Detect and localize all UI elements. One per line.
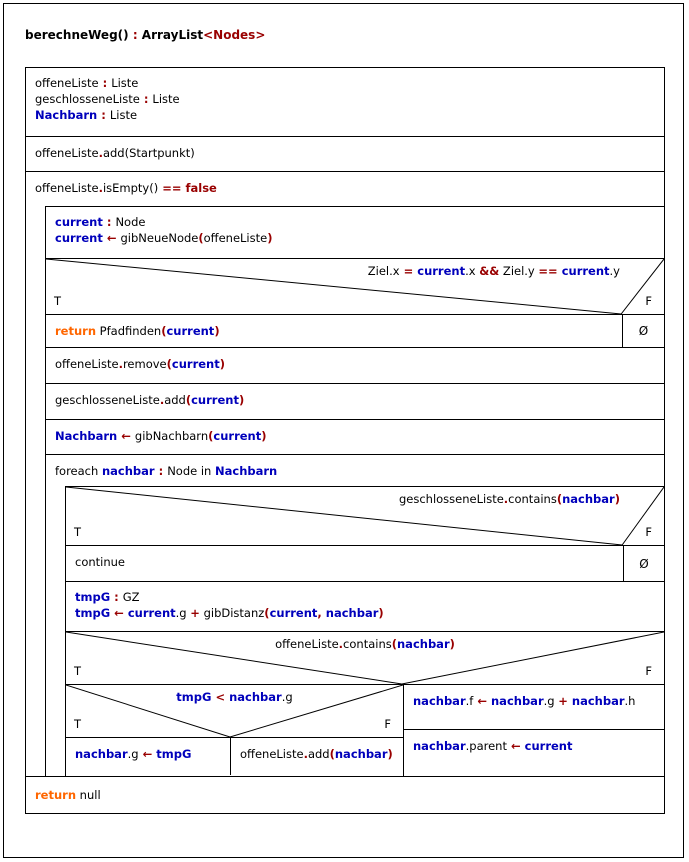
tmpg-less-false-label: F <box>384 717 391 731</box>
decl-3-type: Liste <box>109 108 138 122</box>
inner-cond-tmpg: tmpG <box>176 690 212 704</box>
block-current-declaration <box>46 207 664 259</box>
assign-arrow-icon: ← <box>110 606 128 620</box>
closed-add-method: add <box>164 393 186 407</box>
decl-1-name: offeneListe <box>35 76 99 90</box>
decision-tmpg-less-than <box>66 685 403 738</box>
open-contains-true-label: T <box>74 664 82 678</box>
nachbar-f-rhs-1: nachbar <box>491 694 544 708</box>
decl-3-name: Nachbarn <box>35 108 98 122</box>
cond-eq-1: = <box>399 264 418 278</box>
current-colon: : <box>102 215 116 229</box>
nachbar-f-rhs-2-field: .h <box>624 694 636 708</box>
neighbours-close-paren: ) <box>261 429 267 443</box>
cond-ziel-2: Ziel <box>499 264 525 278</box>
tmpg-gibdistanz-call: gibDistanz <box>199 606 265 620</box>
remove-object: offeneListe <box>55 357 119 371</box>
remove-open-paren: ( <box>166 357 172 371</box>
tmpg-name: tmpG <box>75 590 111 604</box>
block-declarations <box>26 68 664 137</box>
return-pfadfinden-statement <box>46 315 622 347</box>
statement-neighbours-assign <box>46 420 664 455</box>
decision-goal-branches <box>46 315 664 348</box>
tmpg-less-true-branch <box>66 738 230 775</box>
decision-closed-contains-branches <box>66 546 664 582</box>
open-contains-object: offeneListe <box>275 637 339 651</box>
tmpg-declaration-lines <box>66 582 664 631</box>
goal-false-branch-empty: Ø <box>622 315 664 347</box>
declaration-line-1 <box>35 75 664 91</box>
title-generic-parameter: <Nodes> <box>203 28 266 42</box>
page-title <box>25 28 265 42</box>
neighbours-open-paren: ( <box>208 429 214 443</box>
foreach-loop-body <box>65 486 664 776</box>
tmpg-close-paren: ) <box>378 606 384 620</box>
add-start-dot: . <box>98 146 103 160</box>
neighbours-lhs: Nachbarn <box>55 429 118 443</box>
foreach-keyword: foreach <box>55 464 102 478</box>
current-assign-arg: offeneListe <box>203 231 268 245</box>
open-add-object: offeneListe <box>240 747 304 761</box>
remove-dot: . <box>118 357 123 371</box>
nachbar-g-assign-statement <box>66 738 230 775</box>
foreach-loop-header <box>46 455 664 486</box>
return-keyword: return <box>35 788 77 802</box>
statement-remove-current <box>46 348 664 384</box>
open-contains-method: contains <box>343 637 392 651</box>
goal-true-branch <box>46 315 622 347</box>
current-assign-lhs: current <box>55 231 103 245</box>
tmpg-comma: , <box>317 606 326 620</box>
statement-closed-list-add <box>46 384 664 420</box>
nachbar-g-field: .g <box>127 747 139 761</box>
foreach-variable: nachbar <box>101 464 155 478</box>
tmpg-colon: : <box>110 590 123 604</box>
tmpg-decl-line-2 <box>75 605 664 621</box>
assign-arrow-icon: ← <box>117 429 135 443</box>
cond-and: && <box>479 264 500 278</box>
while-loop-block <box>26 172 664 776</box>
add-start-open-paren: ( <box>124 146 130 160</box>
title-return-type: ArrayList <box>141 28 204 42</box>
statement-text <box>404 730 664 776</box>
cond-ziel: Ziel <box>367 264 390 278</box>
goal-false-label: F <box>645 294 652 308</box>
decision-closed-contains <box>66 487 664 546</box>
decl-2-name: geschlosseneListe <box>35 92 140 106</box>
declaration-line-3 <box>35 107 664 123</box>
tmpg-type: GZ <box>122 590 140 604</box>
assign-arrow-icon: ← <box>138 747 157 761</box>
while-dot: . <box>98 181 103 195</box>
open-contains-false-label: F <box>645 664 652 678</box>
closed-contains-false-label: F <box>645 525 652 539</box>
assign-arrow-icon: ← <box>102 231 121 245</box>
tmpg-arg-2: nachbar <box>325 606 379 620</box>
statement-text <box>46 384 664 419</box>
statement-text <box>26 777 664 813</box>
statement-text <box>46 420 664 454</box>
cond-current-2: current <box>557 264 610 278</box>
inner-cond-less-operator: < <box>211 690 230 704</box>
tmpg-plus-operator: + <box>190 606 200 620</box>
closed-contains-condition-text <box>399 492 620 506</box>
statement-text <box>46 348 664 383</box>
closed-contains-true-branch <box>66 546 623 581</box>
tmpg-less-false-branch <box>230 738 403 775</box>
cond-current-1: current <box>417 264 466 278</box>
current-assign-call: gibNeueNode <box>120 231 199 245</box>
current-name: current <box>55 215 103 229</box>
remove-method: remove <box>122 357 167 371</box>
closed-contains-open-paren: ( <box>556 492 563 506</box>
pfadfinden-open-paren: ( <box>161 324 167 338</box>
closed-add-open-paren: ( <box>185 393 192 407</box>
while-method: isEmpty() <box>102 181 159 195</box>
foreach-colon: : <box>154 464 168 478</box>
decl-1-colon: : <box>98 76 112 90</box>
foreach-in-keyword: in <box>197 464 215 478</box>
statement-text <box>404 685 664 729</box>
declaration-line-2 <box>35 91 664 107</box>
tmpg-arg-1: current <box>269 606 318 620</box>
current-declaration-lines <box>46 207 664 258</box>
open-add-close-paren: ) <box>387 747 393 761</box>
current-decl-line-2 <box>55 230 664 246</box>
closed-contains-true-label: T <box>74 525 82 539</box>
neighbours-call: gibNachbarn <box>134 429 209 443</box>
while-loop-condition <box>26 172 664 206</box>
assign-arrow-icon: ← <box>473 694 491 708</box>
declaration-lines <box>26 68 664 136</box>
goal-true-label: T <box>54 294 62 308</box>
closed-contains-close-paren: ) <box>614 492 620 506</box>
current-type: Node <box>115 215 146 229</box>
while-loop-body <box>45 206 664 776</box>
tmpg-decl-line-1 <box>75 589 664 605</box>
tmpg-less-true-label: T <box>74 717 82 731</box>
cond-current-y: .y <box>609 264 620 278</box>
nachbar-f-plus-operator: + <box>558 694 568 708</box>
open-contains-true-branch <box>66 685 403 776</box>
open-contains-arg: nachbar <box>397 637 450 651</box>
statement-text <box>26 137 664 171</box>
tmpg-open-paren: ( <box>264 606 270 620</box>
cond-ziel-y: .y <box>524 264 539 278</box>
decl-3-colon: : <box>97 108 110 122</box>
block-tmpg-declaration <box>66 582 664 632</box>
open-list-add-statement <box>231 738 403 775</box>
while-operator: == <box>158 181 186 195</box>
statement-nachbar-f-assign <box>404 685 664 730</box>
nachbar-parent-field: .parent <box>465 739 507 753</box>
decl-2-type: Liste <box>152 92 180 106</box>
closed-contains-arg: nachbar <box>562 492 615 506</box>
open-add-open-paren: ( <box>329 747 335 761</box>
nachbar-f-rhs-1-field: .g <box>543 694 559 708</box>
nachbar-f-rhs-2: nachbar <box>567 694 625 708</box>
current-open-paren: ( <box>198 231 204 245</box>
title-colon: : <box>128 28 142 42</box>
statement-nachbar-parent-assign <box>404 730 664 776</box>
tmpg-current-g: .g <box>175 606 191 620</box>
nachbar-parent-rhs: current <box>524 739 573 753</box>
remove-arg: current <box>171 357 220 371</box>
decision-open-contains <box>66 632 664 685</box>
decision-tmpg-less-branches <box>66 738 403 775</box>
closed-contains-method: contains <box>508 492 557 506</box>
add-start-method: add <box>102 146 125 160</box>
neighbours-arg: current <box>213 429 262 443</box>
open-contains-close-paren: ) <box>449 637 455 651</box>
tmpg-less-condition-text <box>66 690 403 704</box>
while-object: offeneListe <box>35 181 99 195</box>
closed-add-close-paren: ) <box>238 393 245 407</box>
closed-contains-dot: . <box>503 492 509 506</box>
assign-arrow-icon: ← <box>506 739 525 753</box>
tmpg-assign-lhs: tmpG <box>75 606 111 620</box>
add-start-close-paren: ) <box>190 146 195 160</box>
closed-contains-false-branch-empty: Ø <box>623 546 664 581</box>
continue-statement: continue <box>75 555 126 569</box>
nachbar-f-field: .f <box>465 694 474 708</box>
foreach-loop-block <box>46 455 664 776</box>
closed-add-object: geschlosseneListe <box>55 393 160 407</box>
open-contains-dot: . <box>338 637 344 651</box>
foreach-type: Node <box>167 464 198 478</box>
title-method-name: berechneWeg() <box>25 28 129 42</box>
goal-condition-text <box>368 264 620 278</box>
open-contains-open-paren: ( <box>391 637 397 651</box>
return-value: null <box>76 788 101 802</box>
cond-eq-2: == <box>538 264 558 278</box>
decision-open-contains-branches <box>66 685 664 776</box>
add-start-object: offeneListe <box>35 146 99 160</box>
remove-close-paren: ) <box>219 357 225 371</box>
decision-goal-reached <box>46 259 664 315</box>
nassi-shneiderman-diagram <box>25 67 665 814</box>
statement-return-null <box>26 776 664 813</box>
add-start-arg: Startpunkt <box>129 146 191 160</box>
current-close-paren: ) <box>267 231 273 245</box>
decl-1-type: Liste <box>111 76 139 90</box>
while-value: false <box>185 181 217 195</box>
open-add-dot: . <box>303 747 308 761</box>
pfadfinden-call: Pfadfinden <box>96 324 162 338</box>
nachbar-g-rhs: tmpG <box>156 747 192 761</box>
open-add-method: add <box>307 747 330 761</box>
pfadfinden-arg: current <box>166 324 215 338</box>
return-keyword: return <box>55 324 97 338</box>
closed-add-arg: current <box>191 393 239 407</box>
decl-2-colon: : <box>139 92 153 106</box>
nachbar-f-lhs: nachbar <box>413 694 466 708</box>
inner-cond-nachbar-g: .g <box>281 690 293 704</box>
current-decl-line-1 <box>55 214 664 230</box>
open-contains-false-branch <box>403 685 664 776</box>
cond-ziel-x: .x <box>389 264 400 278</box>
closed-add-dot: . <box>159 393 165 407</box>
statement-add-startpunkt <box>26 137 664 172</box>
closed-contains-object: geschlosseneListe <box>398 492 504 506</box>
foreach-collection: Nachbarn <box>215 464 278 478</box>
cond-current-x: .x <box>465 264 480 278</box>
nachbar-parent-lhs: nachbar <box>413 739 466 753</box>
nachbar-g-lhs: nachbar <box>75 747 128 761</box>
open-contains-condition-text <box>66 637 664 651</box>
inner-cond-nachbar: nachbar <box>229 690 282 704</box>
open-add-arg: nachbar <box>334 747 388 761</box>
tmpg-current: current <box>127 606 176 620</box>
pfadfinden-close-paren: ) <box>214 324 220 338</box>
